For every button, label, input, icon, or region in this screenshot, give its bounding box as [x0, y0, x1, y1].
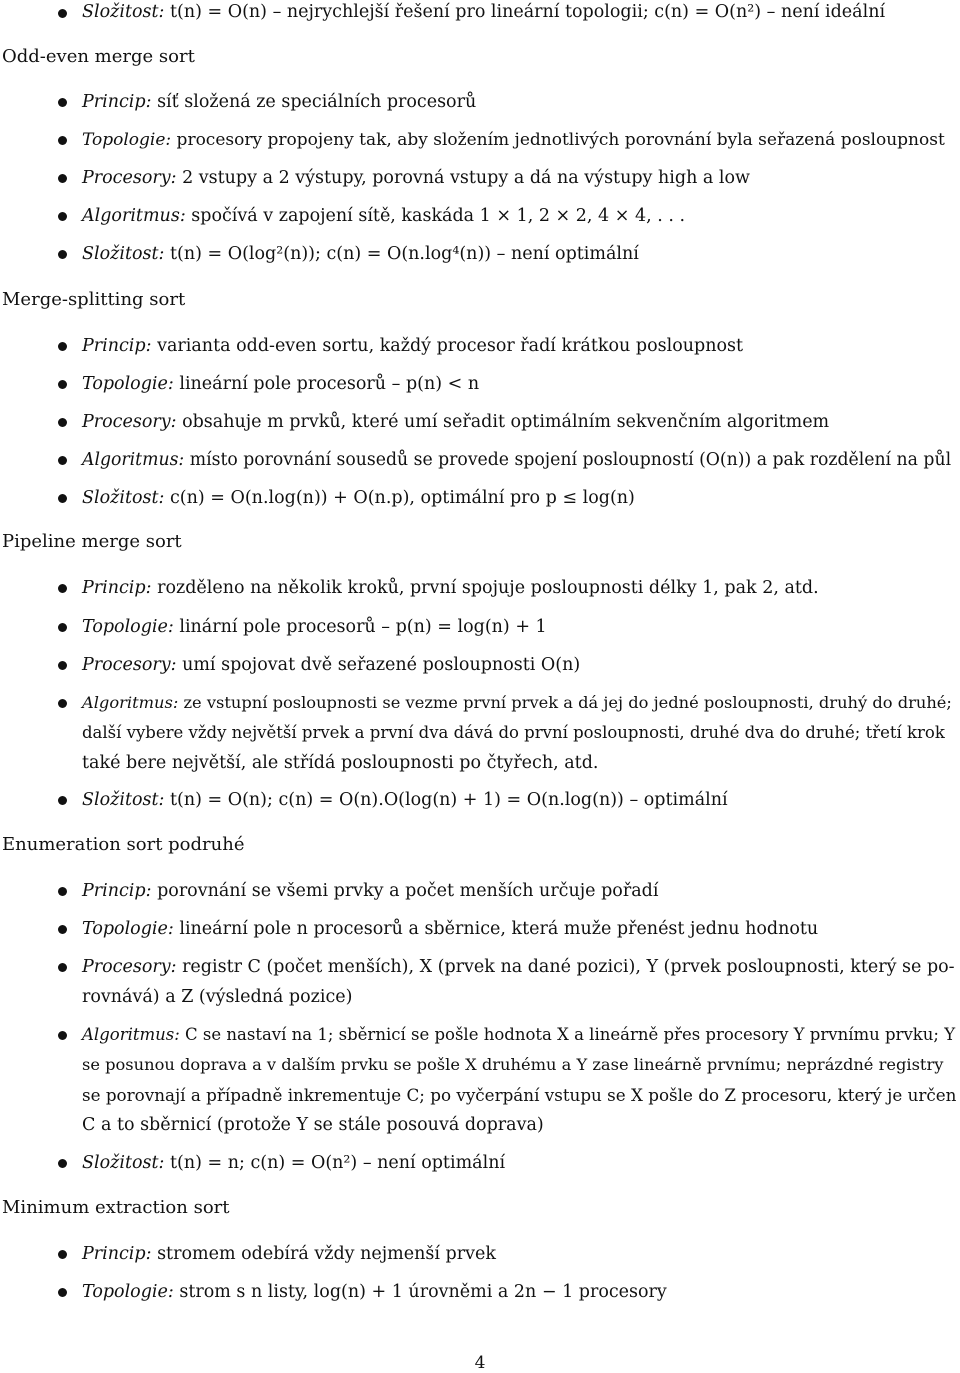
bullet: [58, 342, 67, 351]
section-heading: Minimum extraction sort: [2, 1197, 230, 1218]
bullet: [58, 699, 67, 708]
bullet: [58, 212, 67, 221]
list-item: Složitost: c(n) = O(n.log(n)) + O(n.p), optimální pro p ≤ log(n): [82, 488, 635, 508]
list-item: Princip: varianta odd-even sortu, každý procesor řadí krátkou posloupnost: [82, 336, 744, 356]
bullet: [58, 98, 67, 107]
bullet: [58, 661, 67, 670]
bullet: [58, 1288, 67, 1297]
list-item: Složitost: t(n) = O(n) – nejrychlejší řešení pro lineární topologii; c(n) = O(n²) – není ideální: [82, 2, 886, 22]
bullet: [58, 418, 67, 427]
section-heading: Odd-even merge sort: [2, 46, 195, 67]
bullet: [58, 380, 67, 389]
list-item: Princip: rozděleno na několik kroků, první spojuje posloupnosti délky 1, pak 2, atd.: [82, 578, 819, 598]
list-item: Topologie: procesory propojeny tak, aby složením jednotlivých porovnání byla seřazená posloupnost: [82, 130, 945, 150]
list-item-continuation: se posunou doprava a v dalším prvku se pošle X druhému a Y zase lineárně prvnímu; neprázdné registry: [82, 1055, 944, 1074]
list-item: Topologie: linární pole procesorů – p(n) = log(n) + 1: [82, 617, 547, 637]
list-item: Topologie: strom s n listy, log(n) + 1 úrovněmi a 2n − 1 procesory: [82, 1282, 667, 1302]
bullet: [58, 174, 67, 183]
list-item: Procesory: umí spojovat dvě seřazené posloupnosti O(n): [82, 655, 581, 675]
section-heading: Pipeline merge sort: [2, 531, 182, 552]
bullet: [58, 623, 67, 632]
bullet: [58, 796, 67, 805]
list-item: Složitost: t(n) = n; c(n) = O(n²) – není optimální: [82, 1153, 506, 1173]
section-heading: Merge-splitting sort: [2, 289, 186, 310]
bullet: [58, 136, 67, 145]
list-item: Algoritmus: C se nastaví na 1; sběrnicí se pošle hodnota X a lineárně přes procesory Y prvnímu prvku; Y: [82, 1025, 956, 1044]
page-number: 4: [474, 1353, 486, 1373]
bullet: [58, 887, 67, 896]
bullet: [58, 925, 67, 934]
bullet: [58, 456, 67, 465]
list-item: Algoritmus: spočívá v zapojení sítě, kaskáda 1 × 1, 2 × 2, 4 × 4, . . .: [82, 206, 686, 226]
list-item: Složitost: t(n) = O(n); c(n) = O(n).O(log(n) + 1) = O(n.log(n)) – optimální: [82, 790, 728, 810]
list-item: Algoritmus: místo porovnání sousedů se provede spojení posloupností (O(n)) a pak rozdělení na půl: [82, 450, 952, 470]
list-item: Složitost: t(n) = O(log²(n)); c(n) = O(n.log⁴(n)) – není optimální: [82, 244, 639, 264]
list-item: Procesory: obsahuje m prvků, které umí seřadit optimálním sekvenčním algoritmem: [82, 412, 830, 432]
list-item-continuation: C a to sběrnicí (protože Y se stále posouvá doprava): [82, 1115, 544, 1135]
list-item: Topologie: lineární pole procesorů – p(n) < n: [82, 374, 480, 394]
bullet: [58, 1159, 67, 1168]
bullet: [58, 584, 67, 593]
list-item: Algoritmus: ze vstupní posloupnosti se vezme první prvek a dá jej do jedné posloupnosti, druhý do druhé;: [82, 693, 952, 712]
list-item-continuation: také bere největší, ale střídá posloupnosti po čtyřech, atd.: [82, 753, 599, 773]
list-item-continuation: se porovnají a případně inkrementuje C; po vyčerpání vstupu se X pošle do Z procesoru, který je určen: [82, 1085, 957, 1105]
list-item: Princip: stromem odebírá vždy nejmenší prvek: [82, 1244, 496, 1264]
section-heading: Enumeration sort podruhé: [2, 834, 245, 855]
bullet: [58, 250, 67, 259]
list-item: Procesory: 2 vstupy a 2 výstupy, porovná vstupy a dá na výstupy high a low: [82, 168, 751, 188]
bullet: [58, 494, 67, 503]
list-item-continuation: další vybere vždy největší prvek a první dva dává do první posloupnosti, druhé dva do druhé; třetí krok: [82, 723, 945, 742]
bullet: [58, 1250, 67, 1259]
list-item: Topologie: lineární pole n procesorů a sběrnice, která muže přenést jednu hodnotu: [82, 919, 819, 939]
list-item: Procesory: registr C (počet menších), X (prvek na dané pozici), Y (prvek posloupnosti, který se po-: [82, 957, 955, 977]
bullet: [58, 963, 67, 972]
list-item-continuation: rovnává) a Z (výsledná pozice): [82, 987, 353, 1007]
bullet: [58, 1031, 67, 1040]
list-item: Princip: síť složená ze speciálních procesorů: [82, 92, 477, 112]
bullet: [58, 9, 67, 18]
list-item: Princip: porovnání se všemi prvky a počet menších určuje pořadí: [82, 881, 659, 901]
